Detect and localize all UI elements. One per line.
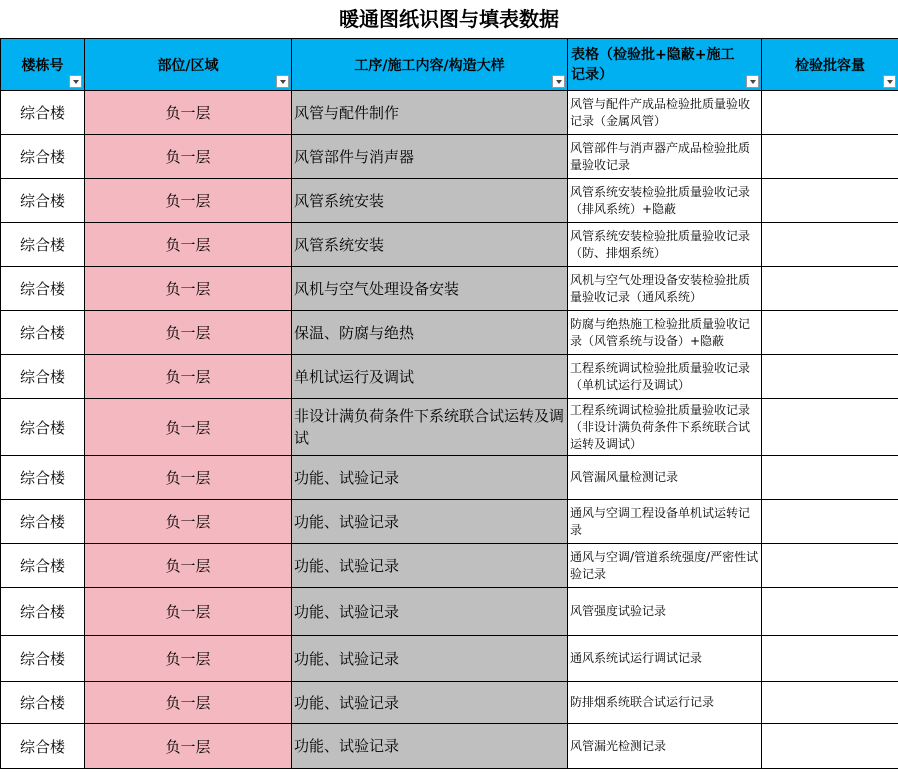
table-row <box>1 544 898 588</box>
cell-area[interactable]: 负一层 <box>85 636 292 682</box>
cell-process[interactable]: 风机与空气处理设备安装 <box>292 267 568 311</box>
sheet-title: 暖通图纸识图与填表数据 <box>339 7 559 31</box>
table-row <box>1 682 898 724</box>
table-row <box>1 179 898 223</box>
cell-capacity[interactable] <box>762 223 898 267</box>
table-row <box>1 135 898 179</box>
cell-capacity[interactable] <box>762 311 898 355</box>
cell-building[interactable]: 综合楼 <box>1 399 85 456</box>
cell-form[interactable]: 风管部件与消声器产成品检验批质量验收记录 <box>568 135 762 179</box>
cell-form[interactable]: 工程系统调试检验批质量验收记录（非设计满负荷条件下系统联合试运转及调试） <box>568 399 762 456</box>
header-process-label: 工序/施工内容/构造大样 <box>354 57 505 74</box>
cell-area[interactable]: 负一层 <box>85 355 292 399</box>
cell-area[interactable]: 负一层 <box>85 179 292 223</box>
table-row <box>1 223 898 267</box>
header-area[interactable] <box>85 39 292 91</box>
cell-process[interactable]: 单机试运行及调试 <box>292 355 568 399</box>
cell-process[interactable]: 功能、试验记录 <box>292 456 568 500</box>
cell-form[interactable]: 通风与空调工程设备单机试运转记录 <box>568 500 762 544</box>
table-row <box>1 355 898 399</box>
table-row <box>1 588 898 636</box>
cell-capacity[interactable] <box>762 135 898 179</box>
cell-process[interactable]: 风管系统安装 <box>292 179 568 223</box>
cell-form[interactable]: 防腐与绝热施工检验批质量验收记录（风管系统与设备）+隐蔽 <box>568 311 762 355</box>
cell-form[interactable]: 风管漏光检测记录 <box>568 724 762 769</box>
cell-area[interactable]: 负一层 <box>85 311 292 355</box>
cell-area[interactable]: 负一层 <box>85 544 292 588</box>
cell-area[interactable]: 负一层 <box>85 267 292 311</box>
header-capacity-label: 检验批容量 <box>795 57 865 74</box>
cell-capacity[interactable] <box>762 399 898 456</box>
cell-building[interactable]: 综合楼 <box>1 682 85 724</box>
cell-building[interactable]: 综合楼 <box>1 724 85 769</box>
cell-area[interactable]: 负一层 <box>85 91 292 135</box>
cell-capacity[interactable] <box>762 588 898 636</box>
cell-process[interactable]: 非设计满负荷条件下系统联合试运转及调试 <box>292 399 568 456</box>
table-row <box>1 311 898 355</box>
cell-building[interactable]: 综合楼 <box>1 267 85 311</box>
cell-capacity[interactable] <box>762 544 898 588</box>
cell-process[interactable]: 功能、试验记录 <box>292 724 568 769</box>
cell-building[interactable]: 综合楼 <box>1 588 85 636</box>
cell-form[interactable]: 风管系统安装检验批质量验收记录（排风系统）+隐蔽 <box>568 179 762 223</box>
table-row <box>1 399 898 456</box>
cell-area[interactable]: 负一层 <box>85 724 292 769</box>
header-form-label: 表格（检验批+隐蔽+施工记录） <box>571 46 735 83</box>
cell-form[interactable]: 风管漏风量检测记录 <box>568 456 762 500</box>
cell-building[interactable]: 综合楼 <box>1 179 85 223</box>
cell-form[interactable]: 风管强度试验记录 <box>568 588 762 636</box>
cell-building[interactable]: 综合楼 <box>1 544 85 588</box>
cell-form[interactable]: 风管与配件产成品检验批质量验收记录（金属风管） <box>568 91 762 135</box>
table-row <box>1 636 898 682</box>
filter-dropdown-icon[interactable] <box>276 75 289 88</box>
filter-dropdown-icon[interactable] <box>746 75 759 88</box>
header-building-label: 楼栋号 <box>21 57 64 74</box>
cell-capacity[interactable] <box>762 500 898 544</box>
cell-capacity[interactable] <box>762 355 898 399</box>
header-form[interactable] <box>568 39 762 91</box>
cell-form[interactable]: 风机与空气处理设备安装检验批质量验收记录（通风系统） <box>568 267 762 311</box>
cell-process[interactable]: 风管系统安装 <box>292 223 568 267</box>
cell-area[interactable]: 负一层 <box>85 223 292 267</box>
cell-capacity[interactable] <box>762 267 898 311</box>
cell-capacity[interactable] <box>762 179 898 223</box>
cell-form[interactable]: 工程系统调试检验批质量验收记录（单机试运行及调试） <box>568 355 762 399</box>
table-row <box>1 456 898 500</box>
cell-form[interactable]: 通风系统试运行调试记录 <box>568 636 762 682</box>
cell-building[interactable]: 综合楼 <box>1 500 85 544</box>
table-row <box>1 500 898 544</box>
cell-area[interactable]: 负一层 <box>85 500 292 544</box>
cell-process[interactable]: 风管部件与消声器 <box>292 135 568 179</box>
header-building[interactable] <box>1 39 85 91</box>
filter-dropdown-icon[interactable] <box>69 75 82 88</box>
cell-building[interactable]: 综合楼 <box>1 311 85 355</box>
header-process[interactable] <box>292 39 568 91</box>
cell-area[interactable]: 负一层 <box>85 588 292 636</box>
cell-capacity[interactable] <box>762 724 898 769</box>
cell-process[interactable]: 保温、防腐与绝热 <box>292 311 568 355</box>
filter-dropdown-icon[interactable] <box>883 75 896 88</box>
cell-area[interactable]: 负一层 <box>85 682 292 724</box>
cell-area[interactable]: 负一层 <box>85 399 292 456</box>
cell-process[interactable]: 功能、试验记录 <box>292 500 568 544</box>
header-area-label: 部位/区域 <box>157 57 219 74</box>
cell-capacity[interactable] <box>762 682 898 724</box>
cell-form[interactable]: 防排烟系统联合试运行记录 <box>568 682 762 724</box>
cell-process[interactable]: 功能、试验记录 <box>292 636 568 682</box>
cell-area[interactable]: 负一层 <box>85 135 292 179</box>
cell-building[interactable]: 综合楼 <box>1 135 85 179</box>
cell-building[interactable]: 综合楼 <box>1 355 85 399</box>
cell-process[interactable]: 功能、试验记录 <box>292 682 568 724</box>
cell-process[interactable]: 功能、试验记录 <box>292 544 568 588</box>
cell-area[interactable]: 负一层 <box>85 456 292 500</box>
header-row <box>1 39 898 91</box>
cell-form[interactable]: 通风与空调/管道系统强度/严密性试验记录 <box>568 544 762 588</box>
cell-building[interactable]: 综合楼 <box>1 91 85 135</box>
filter-dropdown-icon[interactable] <box>552 75 565 88</box>
cell-capacity[interactable] <box>762 91 898 135</box>
cell-building[interactable]: 综合楼 <box>1 636 85 682</box>
cell-process[interactable]: 功能、试验记录 <box>292 588 568 636</box>
cell-capacity[interactable] <box>762 456 898 500</box>
cell-building[interactable]: 综合楼 <box>1 456 85 500</box>
table-row <box>1 724 898 769</box>
data-table <box>0 38 898 769</box>
cell-process[interactable]: 风管与配件制作 <box>292 91 568 135</box>
cell-form[interactable]: 风管系统安装检验批质量验收记录（防、排烟系统） <box>568 223 762 267</box>
cell-building[interactable]: 综合楼 <box>1 223 85 267</box>
cell-capacity[interactable] <box>762 636 898 682</box>
header-capacity[interactable] <box>762 39 898 91</box>
table-row <box>1 267 898 311</box>
table-row <box>1 91 898 135</box>
